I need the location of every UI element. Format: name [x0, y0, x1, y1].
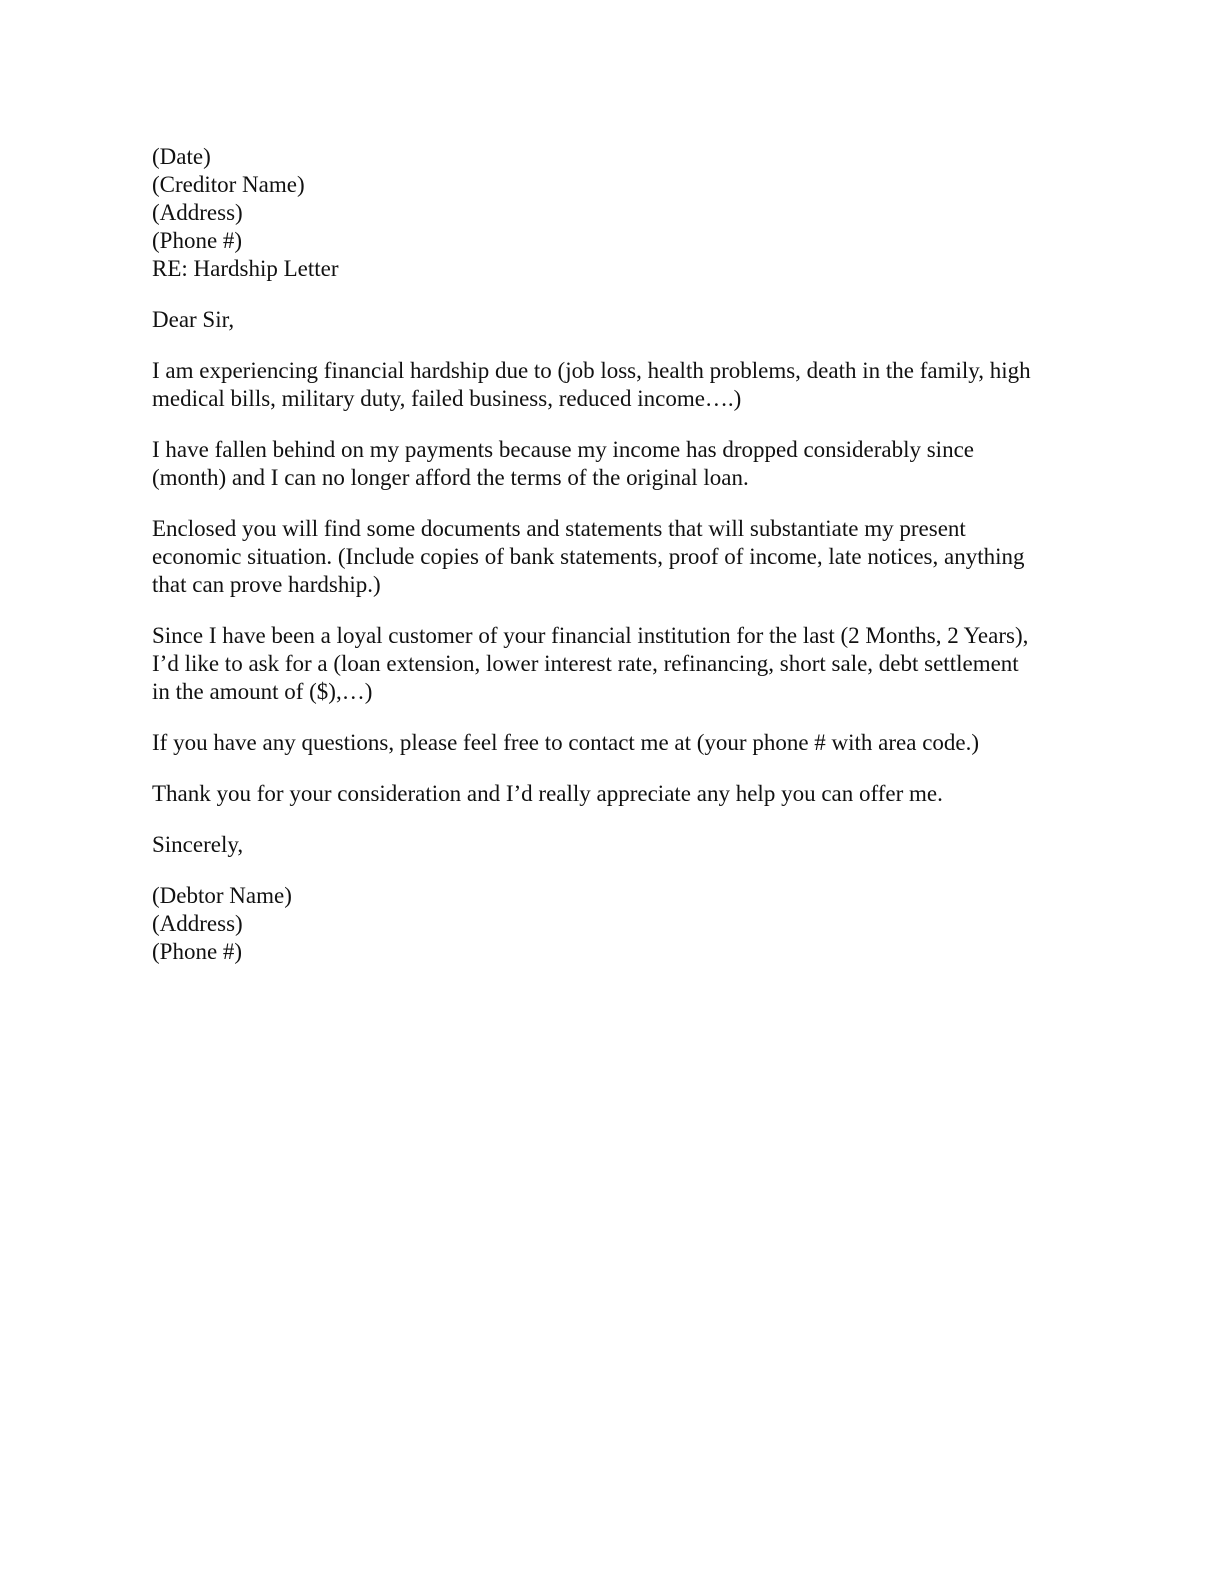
paragraph-line: in the amount of ($),…) [152, 679, 373, 704]
paragraph-line: I’d like to ask for a (loan extension, lower interest rate, refinancing, short sale, debt settlement [152, 651, 1019, 676]
paragraph-line: If you have any questions, please feel free to contact me at (your phone # with area code.) [152, 730, 980, 755]
creditor-name-line: (Creditor Name) [152, 172, 305, 197]
paragraph-thanks [152, 780, 1052, 808]
paragraph-line: I am experiencing financial hardship due to (job loss, health problems, death in the family, high [152, 358, 1031, 383]
creditor-phone-line: (Phone #) [152, 228, 243, 253]
recipient-block [152, 143, 1052, 283]
debtor-phone-line: (Phone #) [152, 939, 243, 964]
paragraph-line: (month) and I can no longer afford the terms of the original loan. [152, 465, 749, 490]
debtor-name-line: (Debtor Name) [152, 883, 292, 908]
paragraph-line: Enclosed you will find some documents and statements that will substantiate my present [152, 516, 966, 541]
paragraph-enclosed-documents [152, 515, 1052, 599]
paragraph-line: I have fallen behind on my payments because my income has dropped considerably since [152, 437, 974, 462]
signature-block [152, 882, 1052, 966]
paragraph-hardship-reason [152, 357, 1052, 413]
paragraph-line: medical bills, military duty, failed business, reduced income….) [152, 386, 742, 411]
creditor-address-line: (Address) [152, 200, 243, 225]
salutation [152, 306, 1052, 334]
paragraph-line: that can prove hardship.) [152, 572, 381, 597]
closing-text: Sincerely, [152, 832, 244, 857]
paragraph-line: Thank you for your consideration and I’d really appreciate any help you can offer me. [152, 781, 943, 806]
paragraph-contact [152, 729, 1052, 757]
closing [152, 831, 1052, 859]
subject-line: RE: Hardship Letter [152, 256, 339, 281]
paragraph-line: economic situation. (Include copies of bank statements, proof of income, late notices, anything [152, 544, 1025, 569]
paragraph-line: Since I have been a loyal customer of your financial institution for the last (2 Months, 2 Years), [152, 623, 1029, 648]
salutation-text: Dear Sir, [152, 307, 235, 332]
date-line: (Date) [152, 144, 211, 169]
letter-body [152, 143, 1052, 989]
debtor-address-line: (Address) [152, 911, 243, 936]
paragraph-payments-behind [152, 436, 1052, 492]
paragraph-request [152, 622, 1052, 706]
